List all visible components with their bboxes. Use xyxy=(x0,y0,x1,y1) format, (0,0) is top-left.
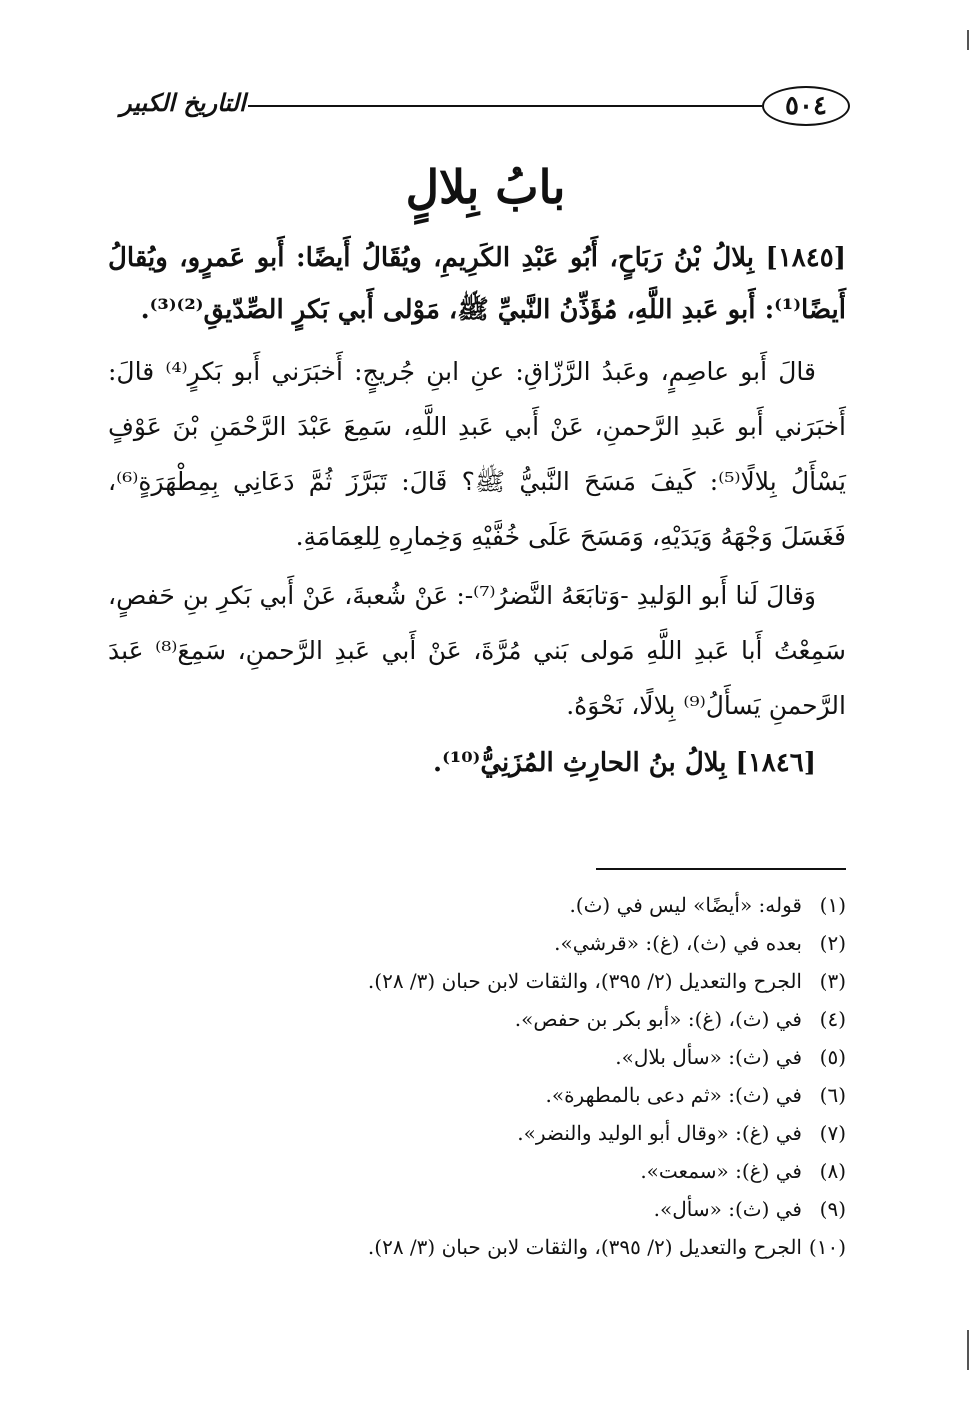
footnote-item xyxy=(120,1152,846,1190)
entry-1845: [١٨٤٥] بِلالُ بْنُ رَبَاحٍ، أَبُو عَبْدِ الكَرِيمِ، ويُقَالُ أَيضًا: أَبو عَمرٍو، ويُقالُ أَيضًا⁽¹⁾: أَبو عَبدِ اللَّهِ، مُؤَذِّنُ النَّبيِّ ﷺ، مَوْلى أَبي بَكرٍ الصِّدّيقِ⁽²⁾⁽³⁾. xyxy=(108,243,846,325)
footnote-item xyxy=(120,1190,846,1228)
footnote-item xyxy=(120,1038,846,1076)
scan-edge-mark-top xyxy=(967,30,969,50)
chapter-title: بابُ بِلالٍ xyxy=(405,160,566,214)
main-text xyxy=(108,232,846,789)
footnote-text: في (ث)، (غ): «أبو بكر بن حفص». xyxy=(514,1007,802,1031)
footnote-number: (٥) xyxy=(819,1045,846,1069)
scan-edge-mark-bottom xyxy=(967,1330,969,1370)
footnote-item xyxy=(120,886,846,924)
footnote-text: في (ث): «ثم دعى بالمطهرة». xyxy=(545,1083,802,1107)
footnote-number: (٨) xyxy=(819,1159,846,1183)
footnote-number: (٦) xyxy=(819,1083,846,1107)
book-title: التاريخ الكبير xyxy=(120,88,246,117)
footnote-number: (٢) xyxy=(819,931,846,955)
footnotes-list xyxy=(120,886,846,1266)
footnote-item xyxy=(120,1114,846,1152)
footnote-text: بعده في (ث)، (غ): «قرشي». xyxy=(554,931,802,955)
footnote-item xyxy=(120,1076,846,1114)
footnote-number: (١) xyxy=(819,893,846,917)
footnote-number: (٧) xyxy=(819,1121,846,1145)
page-number: ٥٠٤ xyxy=(762,86,850,126)
footnote-text: في (ث): «سأل». xyxy=(653,1197,802,1221)
footnote-number: (٤) xyxy=(819,1007,846,1031)
footnote-text: الجرح والتعديل (٢/ ٣٩٥)، والثقات لابن حبان (٣/ ٢٨). xyxy=(367,969,802,993)
footnote-item xyxy=(120,924,846,962)
footnote-item xyxy=(120,962,846,1000)
footnote-text: في (غ): «وقال أبو الوليد والنضر». xyxy=(517,1121,802,1145)
page-header xyxy=(120,82,850,132)
footnote-number: (٣) xyxy=(819,969,846,993)
footnote-text: في (غ): «سمعت». xyxy=(640,1159,802,1183)
footnote-text: في (ث): «سأل بلال». xyxy=(615,1045,802,1069)
footnote-number: (٩) xyxy=(819,1197,846,1221)
footnote-rule xyxy=(596,868,846,870)
entry-1846: [١٨٤٦] بِلالُ بنُ الحارِثِ المُزَنِيُّ⁽¹⁰⁾. xyxy=(433,748,816,778)
footnote-item xyxy=(120,1228,846,1266)
footnote-item xyxy=(120,1000,846,1038)
footnote-text: الجرح والتعديل (٢/ ٣٩٥)، والثقات لابن حبان (٣/ ٢٨). xyxy=(367,1235,802,1259)
header-rule xyxy=(248,105,762,107)
paragraph-abu-asim: قالَ أَبو عاصِمٍ، وعَبدُ الرَّزّاقِ: عنِ ابنِ جُريجٍ: أَخبَرَني أَبو بَكرٍ⁽⁴⁾ قالَ: أَخبَرَني أَبو عَبدِ الرَّحمنِ، عَنْ أَبي عَبدِ اللَّهِ، سَمِعَ عَبْدَ الرَّحْمَنِ بْنَ عَوْفٍ يَسْأَلُ بِلالًا⁽⁵⁾: كَيفَ مَسَحَ النَّبيُّ ﷺ؟ قَالَ: تَبَرَّزَ ثُمَّ دَعَانِي بِمِطْهَرَةٍ⁽⁶⁾، فَغَسَلَ وَجْهَهُ وَيَدَيْهِ، وَمَسَحَ عَلَى خُفَّيْهِ وَخِمارِهِ لِلعِمَامَةِ. xyxy=(108,357,846,551)
footnote-text: قوله: «أيضًا» ليس في (ث). xyxy=(569,893,802,917)
paragraph-abu-alwalid: وَقالَ لَنا أَبو الوَليدِ -وَتابَعَهُ النَّضرُ⁽⁷⁾-: عَنْ شُعبةَ، عَنْ أَبي بَكرِ بنِ حَفصٍ، سَمِعْتُ أَبا عَبدِ اللَّهِ مَولى بَني مُرَّةَ، عَنْ أَبي عَبدِ الرَّحمنِ، سَمِعَ⁽⁸⁾ عَبدَ الرَّحمنِ يَسأَلُ⁽⁹⁾ بِلالًا، نَحْوَهُ. xyxy=(108,581,846,720)
footnote-number: (١٠) xyxy=(808,1235,846,1259)
